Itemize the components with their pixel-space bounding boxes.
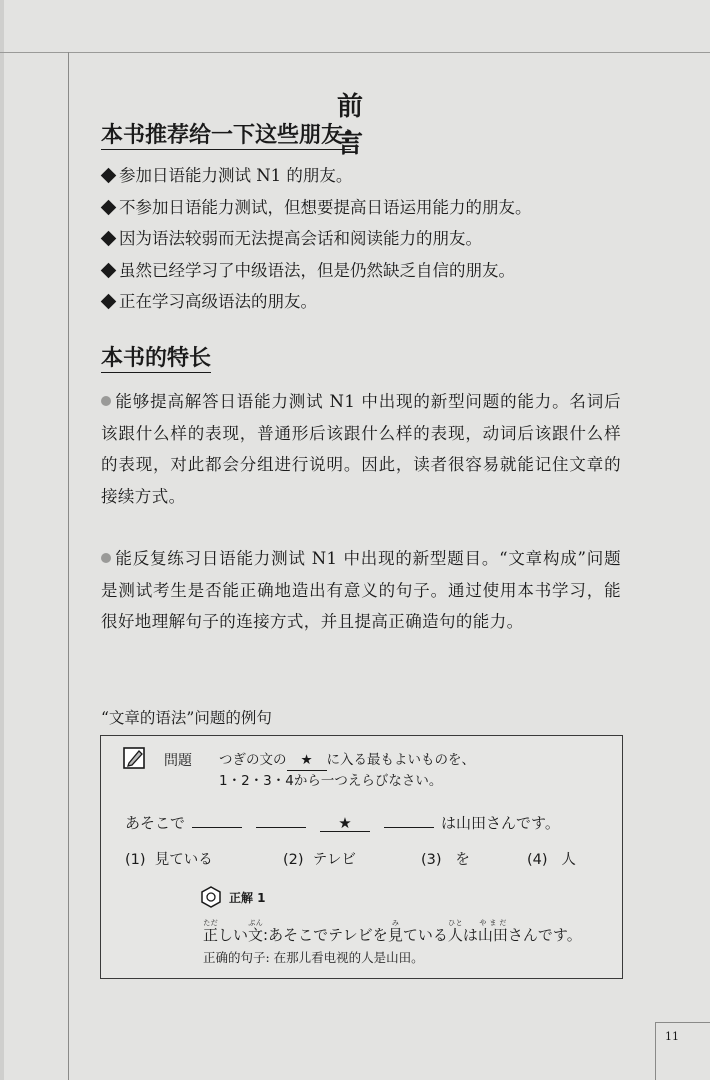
top-rule (0, 52, 710, 53)
ruby-tadashii: 正ただ (203, 919, 219, 944)
circle-bullet-icon (101, 553, 111, 563)
diamond-bullet-icon (101, 199, 117, 215)
recommend-heading: 本书推荐给一下这些朋友: (101, 122, 352, 148)
answer-blank (384, 810, 434, 828)
feature-paragraph-2: 能反复练习日语能力测试 N1 中出现的新型题目。“文章构成”问题是测试考生是否能正确地造出有意义的句子。通过使用本书学习，能很好地理解句子的连接方式，并且提高正确造句的能力。 (101, 549, 621, 631)
list-item: 不参加日语能力测试，但想要提高日语运用能力的朋友。 (101, 192, 532, 224)
diamond-bullet-icon (101, 231, 117, 247)
star-blank: ★ (287, 750, 327, 771)
diamond-bullet-icon (101, 262, 117, 278)
answer-blank (256, 810, 306, 828)
answer-label: 正解 1 (229, 891, 266, 905)
left-margin-rule (68, 52, 69, 1080)
correct-sentence-zh: 正确的句子: 在那儿看电视的人是山田。 (203, 950, 424, 965)
question-text: つぎの文の ★ に入る最もよいものを、 1・2・3・4から一つえらびなさい。 (219, 752, 475, 789)
correct-sentence-ja: 正ただしい文ぶん:あそこでテレビを見みている人ひとは山田やまださんです。 (203, 919, 582, 944)
example-sentence: あそこで ★ は山田さんです。 (125, 810, 560, 833)
list-item: 参加日语能力测试 N1 的朋友。 (101, 160, 532, 192)
feature-paragraph-1: 能够提高解答日语能力测试 N1 中出现的新型问题的能力。名词后该跟什么样的表现，普通形后该跟什么样的表现，动词后该跟什么样的表现，对此都会分组进行说明。因此，读者很容易就能记住文章的接续方式。 (101, 392, 621, 506)
option-1: (1) 見ている (125, 852, 213, 868)
list-item: 因为语法较弱而无法提高会话和阅读能力的朋友。 (101, 223, 532, 255)
list-item: 正在学习高级语法的朋友。 (101, 286, 532, 318)
circle-bullet-icon (101, 396, 111, 406)
ruby-mi: 見み (387, 919, 403, 944)
diamond-bullet-icon (101, 168, 117, 184)
recommend-list (101, 160, 532, 318)
ruby-yamada: 山田やまだ (477, 919, 508, 944)
example-caption: “文章的语法”问题的例句 (101, 709, 272, 727)
ruby-bun: 文ぶん (248, 919, 264, 944)
star-answer-blank: ★ (320, 814, 370, 832)
page-edge (0, 0, 4, 1080)
example-box (100, 735, 623, 979)
pencil-icon (123, 746, 147, 770)
page-number-rule (655, 1022, 710, 1023)
option-3: (3) を (421, 852, 470, 868)
list-item: 虽然已经学习了中级语法，但是仍然缺乏自信的朋友。 (101, 255, 532, 287)
question-label: 問題 (164, 753, 192, 769)
ruby-hito: 人ひと (447, 919, 463, 944)
answer-blank (192, 810, 242, 828)
option-4: (4) 人 (527, 852, 576, 868)
page-title: 前 言 (336, 92, 383, 159)
page-number-vrule (655, 1022, 656, 1080)
diamond-bullet-icon (101, 294, 117, 310)
option-2: (2) テレビ (283, 852, 356, 868)
page-number: 11 (665, 1030, 679, 1043)
answer-icon (201, 886, 221, 908)
features-heading: 本书的特长 (101, 345, 212, 371)
